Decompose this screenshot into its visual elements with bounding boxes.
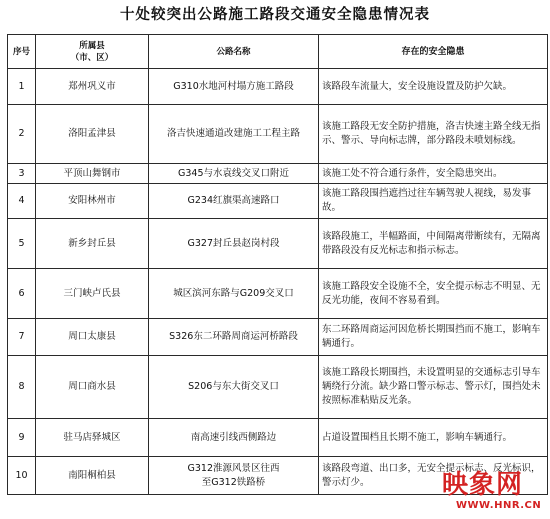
row-county: 平顶山舞钢市 — [36, 164, 149, 184]
row-number: 2 — [8, 105, 36, 164]
row-number: 5 — [8, 219, 36, 269]
row-road: G327封丘县赵岗村段 — [149, 219, 319, 269]
header-serial-number: 序号 — [8, 35, 36, 69]
row-hazard: 该施工路段无安全防护措施，洛吉快速主路全线无指示、警示、导向标志牌，部分路段未喷划标线。 — [319, 105, 548, 164]
table-row — [8, 319, 548, 356]
row-hazard: 该路段弯道、出口多，无安全提示标志、反光标识，警示灯少。 — [319, 457, 548, 495]
row-number: 4 — [8, 184, 36, 219]
row-number: 3 — [8, 164, 36, 184]
row-hazard: 该施工路段长期围挡，未设置明显的交通标志引导车辆绕行分流。缺少路口警示标志、警示灯，围挡处未按照标准粘贴反光条。 — [319, 356, 548, 419]
table-row — [8, 69, 548, 105]
table-row — [8, 164, 548, 184]
table-header-row — [8, 35, 548, 69]
row-road: 南高速引线西侧路边 — [149, 419, 319, 457]
row-road: G234红旗渠高速路口 — [149, 184, 319, 219]
row-road: S206与东大街交叉口 — [149, 356, 319, 419]
watermark-url: WWW.HNR.CN — [456, 500, 542, 511]
row-number: 6 — [8, 269, 36, 319]
row-hazard: 该施工处不符合通行条件，安全隐患突出。 — [319, 164, 548, 184]
row-hazard: 该路段车流量大，安全设施设置及防护欠缺。 — [319, 69, 548, 105]
row-county: 南阳桐柏县 — [36, 457, 149, 495]
row-hazard: 占道设置围档且长期不施工，影响车辆通行。 — [319, 419, 548, 457]
row-county: 周口商水县 — [36, 356, 149, 419]
row-hazard: 该施工路段安全设施不全，安全提示标志不明显、无反光功能，夜间不容易看到。 — [319, 269, 548, 319]
row-road: 洛吉快速通道改建施工工程主路 — [149, 105, 319, 164]
row-road: S326东二环路周商运河桥路段 — [149, 319, 319, 356]
row-county: 安阳林州市 — [36, 184, 149, 219]
row-county: 新乡封丘县 — [36, 219, 149, 269]
row-hazard: 东二环路周商运河因危桥长期围挡而不施工，影响车辆通行。 — [319, 319, 548, 356]
table-row — [8, 269, 548, 319]
row-road: 城区滨河东路与G209交叉口 — [149, 269, 319, 319]
hazard-table — [7, 34, 548, 495]
row-number: 10 — [8, 457, 36, 495]
row-road: G345与水袁线交叉口附近 — [149, 164, 319, 184]
row-road — [149, 457, 319, 495]
header-county-line2: （市、区） — [70, 52, 114, 63]
row-county: 三门峡卢氏县 — [36, 269, 149, 319]
row-hazard: 该路段施工，半幅路面，中间隔离带断续有，无隔离带路段没有反光标志和指示标志。 — [319, 219, 548, 269]
row-number: 9 — [8, 419, 36, 457]
row-county: 周口太康县 — [36, 319, 149, 356]
row-hazard: 该施工路段围挡遮挡过往车辆驾驶人视线，易发事故。 — [319, 184, 548, 219]
row-number: 8 — [8, 356, 36, 419]
row-county: 郑州巩义市 — [36, 69, 149, 105]
table-row — [8, 219, 548, 269]
table-row — [8, 419, 548, 457]
row-road-line1: G312淮源风景区往西 — [187, 462, 280, 474]
row-number: 1 — [8, 69, 36, 105]
table-row — [8, 356, 548, 419]
table-row — [8, 105, 548, 164]
header-safety-hazard: 存在的安全隐患 — [319, 35, 548, 69]
row-road-line2: 至G312铁路桥 — [201, 476, 266, 488]
table-row — [8, 457, 548, 495]
row-number: 7 — [8, 319, 36, 356]
page-title: 十处较突出公路施工路段交通安全隐患情况表 — [120, 6, 430, 23]
row-road: G310水地河村塌方施工路段 — [149, 69, 319, 105]
row-county: 驻马店驿城区 — [36, 419, 149, 457]
header-road-name: 公路名称 — [149, 35, 319, 69]
header-county — [36, 35, 149, 69]
table-row — [8, 184, 548, 219]
header-county-line1: 所属县 — [79, 40, 105, 51]
watermark-glyphs: 映象网 — [442, 470, 524, 500]
row-county: 洛阳孟津县 — [36, 105, 149, 164]
